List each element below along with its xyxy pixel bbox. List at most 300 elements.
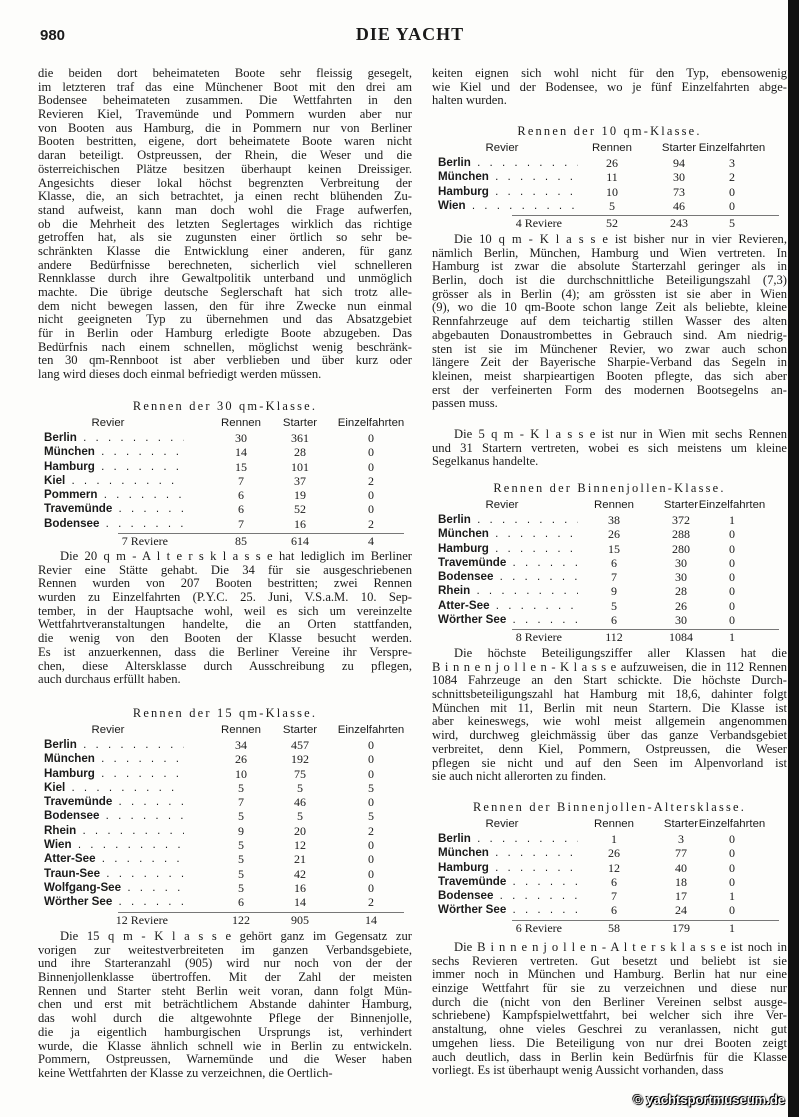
- table-cell: 0: [368, 488, 374, 503]
- revier-name: Kiel . . .: [44, 474, 184, 488]
- text-line: Binnenjollenklasse übertroffen. Mit der Zahl der meisten: [38, 971, 412, 985]
- table-cell: 6: [611, 613, 617, 628]
- revier-name: Atter-See . . .: [44, 852, 184, 866]
- table-cell: 0: [368, 431, 374, 445]
- text-line: Angesichts dieser lokal höchst begrenzten Verbreitung der: [38, 176, 412, 190]
- total-cell: 179: [672, 920, 690, 935]
- column-header: Starter: [282, 417, 318, 429]
- table-cell: 0: [368, 852, 374, 867]
- text-line: vorliegt. Es ist überhaupt wenig Aussicht vorhanden, dass: [432, 1064, 724, 1078]
- text-line: die ja eigentlich hamburgischen Ursprungs ist, verhindert: [38, 1025, 412, 1039]
- table-cell: 77: [675, 846, 687, 861]
- table-cell: 0: [368, 838, 374, 853]
- table-cell: 26: [235, 752, 247, 767]
- column-header: Revier: [485, 499, 519, 511]
- table-header-row: [38, 722, 412, 738]
- paragraph: [432, 233, 787, 411]
- table-row: [38, 809, 412, 823]
- text-line: schnittsbeteiligungszahl hat Hamburg mit 18,6, dahinter folgt: [432, 688, 787, 702]
- table-row: [38, 488, 412, 502]
- text-line: Klasse, die, an sich betrachtet, ja einen recht blühenden Zu-: [38, 190, 412, 204]
- table-row: [432, 861, 787, 875]
- revier-name: Travemünde . . .: [44, 795, 184, 809]
- total-cell: 1: [729, 630, 735, 645]
- table-cell: 26: [606, 156, 618, 170]
- column-header: Revier: [91, 417, 125, 429]
- column-header: Starter: [282, 724, 318, 736]
- revier-name: Berlin . . .: [44, 431, 184, 445]
- table-cell: 0: [729, 598, 735, 613]
- table-cell: 19: [294, 488, 306, 503]
- table-cell: 0: [368, 766, 374, 781]
- table-row: [38, 752, 412, 766]
- revier-name: Hamburg . . .: [44, 767, 184, 781]
- paragraph: [38, 930, 412, 1081]
- text-line: keiten eignen sich wohl nicht für den Typ, ebensowenig: [432, 67, 787, 80]
- text-line: Bedürfnis nach einem schnellen, möglichst wenig beschränk-: [38, 340, 412, 354]
- text-line: daran beteiligt. Ostpreussen, der Rhein, die Weser und die: [38, 149, 412, 163]
- table-cell: 14: [235, 445, 247, 460]
- scan-edge: [788, 0, 799, 1117]
- table-row: [38, 781, 412, 795]
- text-line: passen muss.: [432, 397, 498, 411]
- text-line: sechs Revieren vertreten. Gut besetzt und beliebt ist sie: [432, 954, 787, 968]
- text-line: B i n n e n j o l l e n - K l a s s e aufzuweisen, die in 112 Rennen: [432, 660, 787, 674]
- table-cell: 7: [238, 516, 244, 531]
- text-line: Segelkanus handelte.: [432, 455, 539, 469]
- table-cell: 5: [238, 838, 244, 853]
- table-cell: 16: [294, 880, 306, 895]
- text-line: chen, diese Altersklasse durch Ausschreibung zu pflegen,: [38, 659, 412, 673]
- text-line: im letzteren traf das eine Münchener Boot mit den drei am: [38, 80, 412, 94]
- table-cell: 30: [673, 170, 685, 185]
- table-cell: 10: [606, 184, 618, 199]
- table-cell: 7: [611, 570, 617, 585]
- table-cell: 3: [729, 156, 735, 170]
- table-header-row: [432, 140, 787, 156]
- text-line: einzige Wettfahrt für sie zu verzeichnen und diese nur: [432, 982, 787, 996]
- table-cell: 5: [368, 780, 374, 795]
- table-cell: 94: [673, 156, 685, 170]
- table-cell: 280: [672, 541, 690, 556]
- table-cell: 457: [291, 738, 309, 752]
- revier-name: Bodensee . . .: [44, 809, 184, 823]
- table-cell: 0: [729, 613, 735, 628]
- text-line: wurde, die Klasse ähnlich schnell wie in Berlin zu entwickeln.: [38, 1039, 412, 1053]
- column-header: Einzelfahrten: [698, 818, 766, 830]
- text-line: Wettfahrtveranstaltungen handelte, die an Orten stattfanden,: [38, 618, 412, 632]
- revier-name: Pommern . . .: [44, 488, 184, 502]
- table-cell: 14: [294, 895, 306, 910]
- text-line: nämlich Berlin, München, Hamburg und Wien vertreten. In: [432, 246, 787, 260]
- table-cell: 1: [729, 513, 735, 527]
- revier-name: Atter-See . . .: [438, 599, 578, 613]
- table-row: [432, 903, 787, 917]
- revier-name: Bodensee . . .: [44, 517, 184, 531]
- table-cell: 0: [729, 198, 735, 213]
- page-number: 980: [40, 27, 66, 44]
- revier-name: Hamburg . . .: [44, 460, 184, 474]
- table-cell: 0: [729, 874, 735, 889]
- table-row: [432, 832, 787, 846]
- text-line: lang wird dieses doch einmal befriedigt werden müssen.: [38, 368, 322, 382]
- paragraph: [432, 67, 787, 108]
- text-line: das wohl durch die altgewohnte Pflege der Binnenjolle,: [38, 1012, 412, 1026]
- table-row: [38, 460, 412, 474]
- column-header: Revier: [485, 818, 519, 830]
- text-line: Die 5 q m - K l a s s e ist nur in Wien mit sechs Rennen: [454, 428, 787, 441]
- revier-name: Kiel . . .: [44, 781, 184, 795]
- text-line: die wenig von den Booten der Klasse besucht werden.: [38, 632, 412, 646]
- revier-name: Wörther See . . .: [44, 895, 184, 909]
- table-cell: 6: [611, 555, 617, 570]
- table-row: [38, 517, 412, 531]
- text-line: schränkten Klasse die Entwicklung einer anderen, für ganz: [38, 244, 412, 258]
- total-label: 6 Reviere: [515, 920, 562, 935]
- text-line: Die 10 q m - K l a s s e ist bisher nur in vier Revieren,: [454, 233, 787, 246]
- text-line: Pommern, Ostpreussen, Warnemünde und die Weser haben: [38, 1053, 412, 1067]
- total-cell: 52: [606, 216, 618, 231]
- text-line: auch durchaus erfüllt haben.: [38, 673, 181, 687]
- table-total-row: [38, 534, 412, 548]
- table-header-row: [432, 816, 787, 832]
- text-line: getroffen hat, als sie zugunsten einer örtlich so sehr be-: [38, 231, 412, 245]
- table-row: [432, 170, 787, 184]
- table-total-row: [432, 921, 787, 935]
- table-cell: 5: [368, 809, 374, 824]
- text-line: stand aufweist, kann man doch wohl die Frage aufwerfen,: [38, 203, 412, 217]
- text-line: Bodensee beheimateten zusammen. Die Wettfahrten in den: [38, 94, 412, 108]
- total-label: 7 Reviere: [121, 534, 168, 549]
- text-line: ten 30 qm-Rennboot ist aber verblieben und über kurz oder: [38, 354, 412, 368]
- revier-name: Hamburg . . .: [438, 542, 578, 556]
- total-cell: 614: [291, 534, 309, 549]
- text-line: wie Kiel und der Bodensee, wo je fünf Einzelfahrten abge-: [432, 80, 787, 94]
- text-line: tember, in der Hauptsache wohl, weil es sich um vereinzelte: [38, 604, 412, 618]
- revier-name: Wörther See . . .: [438, 613, 578, 627]
- total-cell: 5: [729, 216, 735, 231]
- table-cell: 7: [238, 795, 244, 810]
- text-line: immer noch in München und Hamburg. Berlin hat nur eine: [432, 968, 787, 982]
- table-row: [432, 513, 787, 527]
- text-line: Es ist anzuerkennen, dass die Berliner Vereine ihr Verspre-: [38, 645, 412, 659]
- total-cell: 112: [605, 630, 623, 645]
- text-line: Die höchste Beteiligungsziffer aller Klassen hat die: [454, 647, 787, 660]
- table-cell: 37: [294, 473, 306, 488]
- table-cell: 17: [675, 889, 687, 904]
- text-line: wurden zu Einzelfahrten (P.Y.C. 25. Juni, V.S.a.M. 10. Sep-: [38, 591, 412, 605]
- text-line: die beiden dort beheimateten Boote sehr fleissig gesegelt,: [38, 67, 412, 80]
- revier-name: München . . .: [44, 752, 184, 766]
- total-cell: 58: [608, 920, 620, 935]
- revier-name: Berlin . . .: [44, 738, 184, 752]
- text-line: Die 20 q m - A l t e r s k l a s s e hat lediglich im Berliner: [60, 550, 412, 563]
- left-column: [38, 0, 412, 1117]
- table-cell: 30: [675, 613, 687, 628]
- table-cell: 24: [675, 903, 687, 918]
- table-row: [38, 867, 412, 881]
- table-cell: 21: [294, 852, 306, 867]
- table-row: [432, 156, 787, 170]
- table-cell: 0: [368, 502, 374, 517]
- table-row: [38, 824, 412, 838]
- column-header: Einzelfahrten: [698, 142, 766, 154]
- revier-name: Travemünde . . .: [438, 875, 578, 889]
- total-cell: 122: [232, 912, 250, 927]
- table-cell: 2: [368, 473, 374, 488]
- table-cell: 7: [238, 473, 244, 488]
- revier-name: München . . .: [438, 527, 578, 541]
- table-10qm: [432, 122, 787, 230]
- text-line: andere Bedürfnisse berechneten, sicherlich viel schnelleren: [38, 258, 412, 272]
- text-line: schriebene) Kampfspielwettfahrt, bei welcher sich ihre Ver-: [432, 1009, 787, 1023]
- table-row: [432, 889, 787, 903]
- total-cell: 1084: [669, 630, 693, 645]
- table-row: [432, 527, 787, 541]
- table-binnenjollen-alters: [432, 798, 787, 935]
- table-cell: 6: [611, 874, 617, 889]
- table-cell: 38: [608, 513, 620, 527]
- table-cell: 2: [729, 170, 735, 185]
- table-cell: 12: [608, 860, 620, 875]
- table-cell: 11: [606, 170, 618, 185]
- table-row: [38, 431, 412, 445]
- table-cell: 9: [238, 823, 244, 838]
- table-cell: 0: [368, 880, 374, 895]
- column-header: Starter: [661, 142, 697, 154]
- table-header-row: [38, 415, 412, 431]
- table-cell: 372: [672, 513, 690, 527]
- table-row: [432, 846, 787, 860]
- text-line: von Booten aus Hamburg, die in Pommern nur von Berliner: [38, 121, 412, 135]
- paragraph: [432, 647, 787, 784]
- total-cell: 243: [670, 216, 688, 231]
- table-cell: 52: [294, 502, 306, 517]
- table-cell: 2: [368, 823, 374, 838]
- table-cell: 18: [675, 874, 687, 889]
- table-total-row: [38, 913, 412, 927]
- column-header: Einzelfahrten: [337, 724, 405, 736]
- table-cell: 5: [238, 809, 244, 824]
- column-header: Rennen: [594, 499, 634, 511]
- revier-name: Bodensee . . .: [438, 570, 578, 584]
- table-row: [38, 881, 412, 895]
- text-line: Hamburg ist zwar die absolute Starterzahl geringer als in: [432, 260, 787, 274]
- table-cell: 5: [238, 852, 244, 867]
- table-title: Rennen der Binnenjollen-Altersklasse.: [472, 800, 747, 814]
- table-row: [38, 838, 412, 852]
- table-cell: 30: [235, 431, 247, 445]
- text-line: durch die (nicht von den Berliner Vereinen selbst ausge-: [432, 995, 787, 1009]
- total-label: 4 Reviere: [515, 216, 562, 231]
- revier-name: München . . .: [438, 170, 578, 184]
- table-cell: 2: [368, 895, 374, 910]
- text-line: Berlin, doch ist die durchschnittliche Beteiligungszahl (7,3): [432, 274, 787, 288]
- table-row: [432, 199, 787, 213]
- table-cell: 0: [368, 752, 374, 767]
- table-cell: 15: [608, 541, 620, 556]
- table-cell: 0: [729, 903, 735, 918]
- table-cell: 16: [294, 516, 306, 531]
- table-cell: 5: [238, 866, 244, 881]
- revier-name: Berlin . . .: [438, 156, 578, 170]
- table-row: [432, 613, 787, 627]
- table-row: [432, 556, 787, 570]
- table-cell: 12: [294, 838, 306, 853]
- text-line: München mit 11, Berlin mit neun Startern. Die Klasse ist: [432, 701, 787, 715]
- column-header: Starter: [663, 499, 699, 511]
- column-header: Rennen: [221, 724, 261, 736]
- revier-name: München . . .: [44, 445, 184, 459]
- table-cell: 0: [729, 527, 735, 542]
- text-line: chen und erst mit beträchtlichem Abstande dahinter Hamburg,: [38, 998, 412, 1012]
- text-line: sie auch nicht allerorten zu finden.: [432, 770, 607, 784]
- text-line: und ihre Starteranzahl (905) wird nur noch von der der: [38, 957, 412, 971]
- table-cell: 73: [673, 184, 685, 199]
- text-line: kleinen, meist sharpieartigen Booten pflegte, das sich aber: [432, 369, 787, 383]
- table-title: Rennen der Binnenjollen-Klasse.: [493, 481, 726, 495]
- text-line: für in Berlin oder Hamburg erledigte Boote abzugeben. Das: [38, 327, 412, 341]
- text-line: wird, durchweg gleichmässig über das ganze Verbandsgebiet: [432, 729, 787, 743]
- text-line: 1084 Fahrzeuge an den Start schickte. Die höchste Durch-: [432, 674, 787, 688]
- table-cell: 5: [297, 809, 303, 824]
- table-cell: 3: [678, 832, 684, 846]
- watermark: © yachtsportmuseum.de: [633, 1092, 785, 1107]
- table-cell: 0: [368, 459, 374, 474]
- text-line: halten wurden.: [432, 94, 507, 108]
- table-row: [38, 767, 412, 781]
- table-header-row: [432, 497, 787, 513]
- text-line: vorigen zur weitestverbreiteten im ganzen Verbandsgebiete,: [38, 943, 412, 957]
- total-cell: 905: [291, 912, 309, 927]
- column-header: Rennen: [221, 417, 261, 429]
- text-line: keine Wettfahrten der Klasse zu verzeichnen, die Oertlich-: [38, 1066, 333, 1080]
- table-row: [432, 599, 787, 613]
- table-cell: 9: [611, 584, 617, 599]
- revier-name: Wien . . .: [438, 199, 578, 213]
- text-line: Revieren Kiel, Travemünde und Pommern wurden aber nur: [38, 108, 412, 122]
- table-30qm: [38, 397, 412, 548]
- table-cell: 1: [611, 832, 617, 846]
- revier-name: Berlin . . .: [438, 513, 578, 527]
- paragraph: [38, 67, 412, 382]
- paragraph: [432, 428, 787, 469]
- table-row: [432, 185, 787, 199]
- table-total-row: [432, 216, 787, 230]
- table-cell: 0: [729, 584, 735, 599]
- table-cell: 0: [729, 555, 735, 570]
- text-line: erst der verfeinerten Form des modernen Bootsegelns an-: [432, 383, 787, 397]
- table-cell: 5: [297, 780, 303, 795]
- revier-name: Rhein . . .: [44, 824, 184, 838]
- table-cell: 0: [729, 846, 735, 861]
- table-cell: 28: [675, 584, 687, 599]
- table-cell: 46: [294, 795, 306, 810]
- text-line: aber keineswegs, wie wohl meist allgemein angenommen: [432, 715, 787, 729]
- table-cell: 0: [729, 541, 735, 556]
- revier-name: Rhein . . .: [438, 584, 578, 598]
- total-cell: 85: [235, 534, 247, 549]
- text-line: nicht geeigneten Typ zu übernehmen und das Absatzgebiet: [38, 313, 412, 327]
- table-cell: 0: [729, 184, 735, 199]
- text-line: Revier eine Stätte gehabt. Die 34 für sie ausgeschriebenen: [38, 563, 412, 577]
- paragraph: [432, 941, 787, 1078]
- text-line: ob die Mehrheit des letzten Seglertages wirklich das richtige: [38, 217, 412, 231]
- table-cell: 40: [675, 860, 687, 875]
- total-label: 12 Reviere: [115, 912, 168, 927]
- text-line: sten ist sie im Münchener Revier, wo zwar auch schon: [432, 342, 787, 356]
- table-cell: 5: [611, 598, 617, 613]
- table-cell: 0: [368, 445, 374, 460]
- table-cell: 6: [238, 895, 244, 910]
- revier-name: Hamburg . . .: [438, 861, 578, 875]
- table-cell: 75: [294, 766, 306, 781]
- total-cell: 1: [729, 920, 735, 935]
- table-title: Rennen der 10 qm-Klasse.: [517, 124, 702, 138]
- table-row: [38, 738, 412, 752]
- table-cell: 101: [291, 459, 309, 474]
- table-cell: 361: [291, 431, 309, 445]
- table-row: [432, 584, 787, 598]
- text-line: Booten bestritten, eigene, dort beheimatete Boote waren nicht: [38, 135, 412, 149]
- revier-name: Hamburg . . .: [438, 185, 578, 199]
- table-cell: 26: [608, 846, 620, 861]
- table-title: Rennen der 15 qm-Klasse.: [132, 706, 318, 720]
- table-total-row: [432, 630, 787, 644]
- revier-name: Wien . . .: [44, 838, 184, 852]
- text-line: grösser als in Berlin (4); am grössten ist sie aber in Wien: [432, 287, 787, 301]
- revier-name: Travemünde . . .: [438, 556, 578, 570]
- table-binnenjollen: [432, 479, 787, 645]
- text-line: und 31 Startern vertreten, wobei es sich meistens um kleine: [432, 441, 787, 455]
- table-cell: 0: [729, 570, 735, 585]
- table-cell: 5: [238, 880, 244, 895]
- column-header: Revier: [91, 724, 125, 736]
- paragraph: [38, 550, 412, 687]
- text-line: dem nicht bewegen lassen, den für ihre Zwecke nun einmal: [38, 299, 412, 313]
- text-line: österreichischen Plätze besitzen überhaupt keinen Dreissiger.: [38, 162, 412, 176]
- total-cell: 14: [365, 912, 377, 927]
- text-line: umgehen liess. Die Beteiligung von nur drei Booten zeigt: [432, 1036, 787, 1050]
- table-row: [432, 570, 787, 584]
- table-row: [38, 795, 412, 809]
- table-row: [432, 542, 787, 556]
- table-cell: 0: [729, 832, 735, 846]
- text-line: Rennen wurden von 207 Booten bestritten; zwei Rennen: [38, 577, 412, 591]
- text-line: pflegen sie nicht und auf den Seen im Alpenvorland ist: [432, 756, 787, 770]
- running-title: DIE YACHT: [355, 24, 465, 44]
- table-cell: 30: [675, 570, 687, 585]
- table-cell: 288: [672, 527, 690, 542]
- column-header: Einzelfahrten: [337, 417, 405, 429]
- table-15qm: [38, 704, 412, 927]
- table-cell: 7: [611, 889, 617, 904]
- table-title: Rennen der 30 qm-Klasse.: [132, 399, 318, 413]
- table-row: [38, 502, 412, 516]
- table-cell: 26: [608, 527, 620, 542]
- table-cell: 20: [294, 823, 306, 838]
- table-cell: 6: [238, 502, 244, 517]
- table-cell: 192: [291, 752, 309, 767]
- text-line: längere Zeit der Bayerische Sharpie-Verband das Segeln in: [432, 356, 787, 370]
- revier-name: München . . .: [438, 846, 578, 860]
- table-cell: 2: [368, 516, 374, 531]
- total-cell: 4: [368, 534, 374, 549]
- table-cell: 0: [368, 866, 374, 881]
- revier-name: Wörther See . . .: [438, 903, 578, 917]
- table-cell: 15: [235, 459, 247, 474]
- table-cell: 10: [235, 766, 247, 781]
